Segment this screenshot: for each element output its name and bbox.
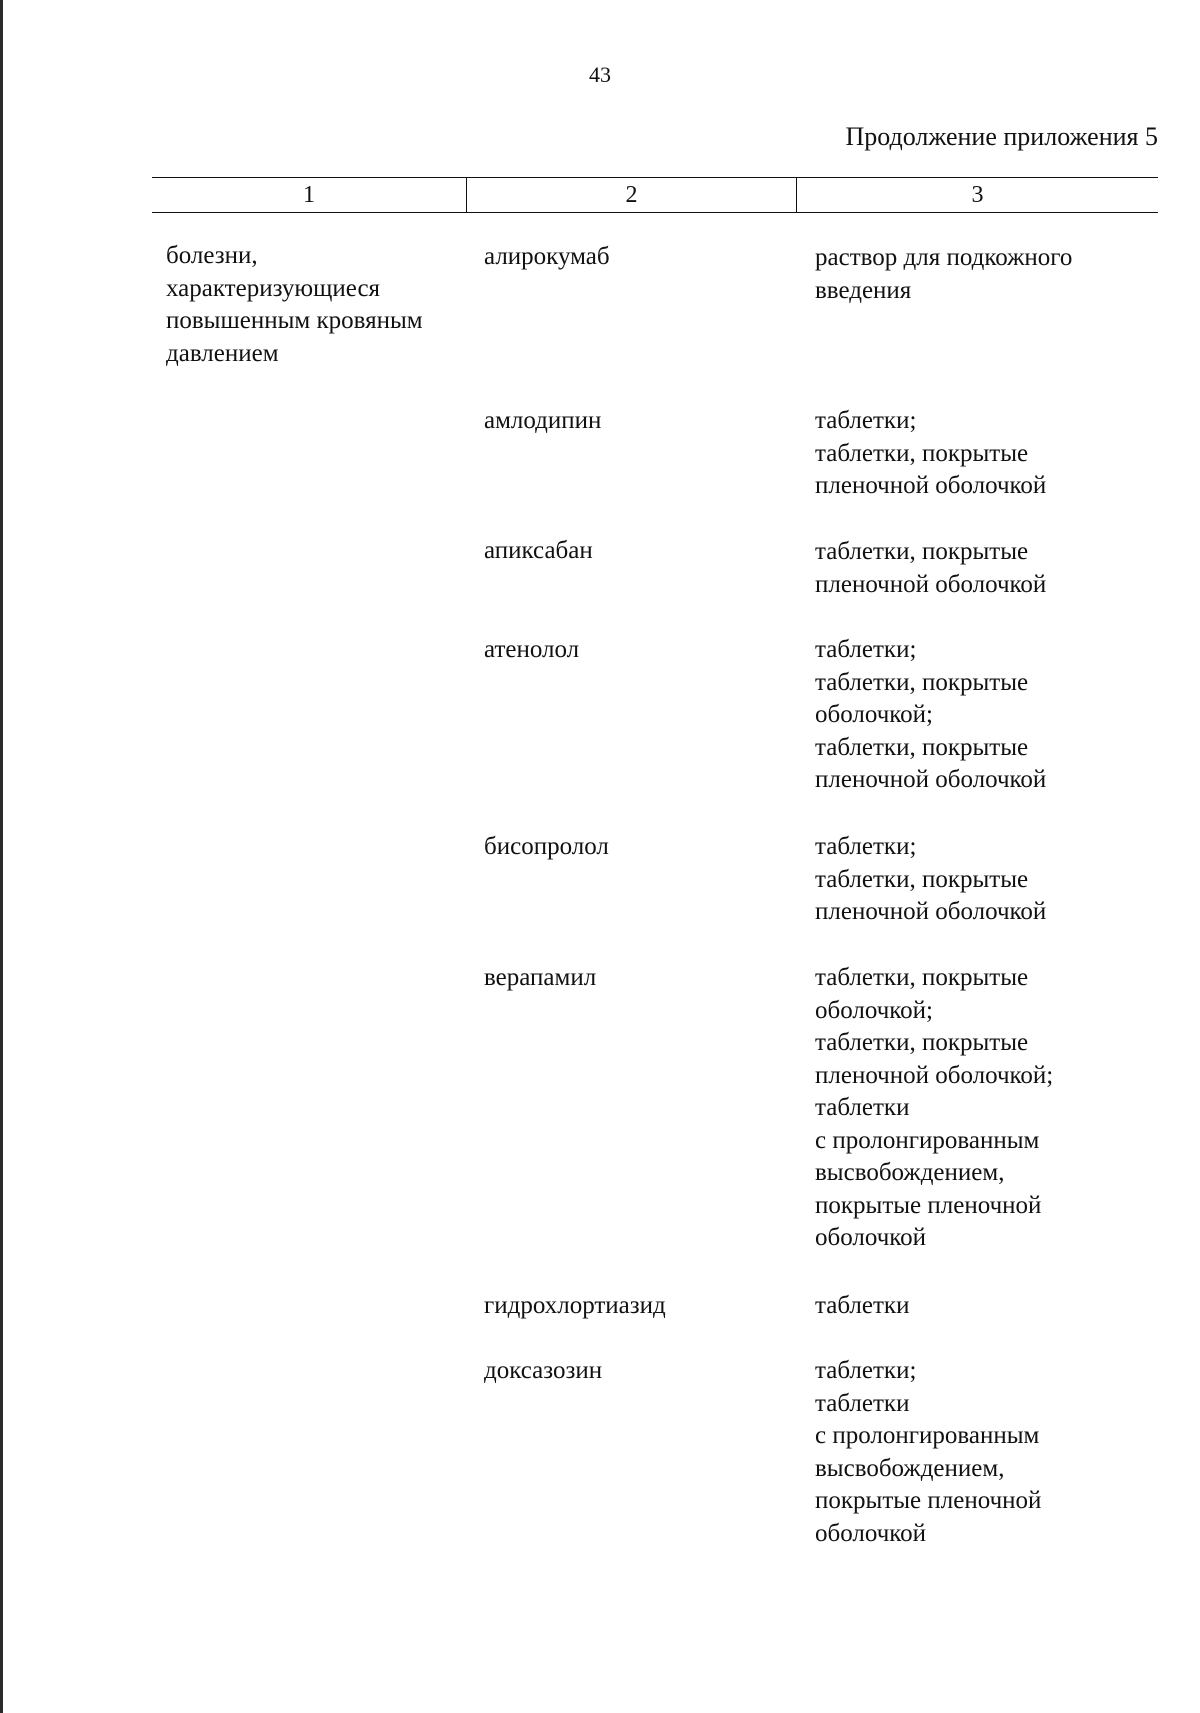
form-line: высвобождением,: [815, 1159, 1005, 1186]
dosage-form: [815, 242, 1155, 307]
form-line: таблетки, покрытые: [815, 865, 1029, 893]
dosage-form: [815, 634, 1155, 797]
dosage-form: [815, 962, 1155, 1255]
dosage-form: [815, 405, 1155, 503]
form-line: пленочной оболочкой: [815, 472, 1047, 499]
drug-name: алирокумаб: [484, 243, 610, 270]
form-line: таблетки, покрытые: [815, 538, 1029, 565]
form-line: оболочкой;: [815, 701, 933, 728]
drug-name: доксазозин: [484, 1357, 603, 1384]
form-line: покрытые пленочной: [815, 1191, 1042, 1219]
form-line: таблетки;: [815, 1357, 917, 1384]
category-line: характеризующиеся: [166, 274, 381, 302]
form-line: с пролонгированным: [815, 1422, 1040, 1449]
page-number: 43: [589, 62, 611, 87]
form-line: оболочкой: [815, 1519, 927, 1547]
dosage-form: [815, 1355, 1155, 1550]
drug-name: атенолол: [484, 636, 580, 663]
category-line: повышенным кровяным: [166, 307, 423, 334]
form-line: с пролонгированным: [815, 1126, 1040, 1154]
form-line: таблетки, покрытые: [815, 1029, 1029, 1056]
form-line: оболочкой: [815, 1224, 927, 1251]
table-header: [152, 177, 1158, 213]
header-col-2: 2: [467, 178, 797, 212]
form-line: пленочной оболочкой: [815, 898, 1047, 925]
form-line: таблетки, покрытые: [815, 964, 1029, 991]
form-line: таблетки;: [815, 636, 917, 663]
header-col-3: 3: [971, 182, 984, 208]
form-line: таблетки, покрытые: [815, 668, 1029, 696]
form-line: таблетки;: [815, 833, 917, 860]
disease-category: [166, 240, 466, 370]
dosage-form: [815, 831, 1155, 929]
header-col-1: 1: [152, 178, 467, 212]
form-line: таблетки: [815, 1389, 910, 1417]
category-line: болезни,: [166, 242, 258, 269]
form-line: пленочной оболочкой: [815, 570, 1047, 598]
category-line: давлением: [166, 339, 279, 367]
form-line: оболочкой;: [815, 996, 933, 1024]
drug-name: верапамил: [484, 964, 597, 991]
form-line: раствор для подкожного: [815, 244, 1073, 271]
drug-name: бисопролол: [484, 833, 609, 860]
form-line: высвобождением,: [815, 1454, 1005, 1482]
form-line: таблетки: [815, 1094, 910, 1121]
form-line: таблетки;: [815, 407, 917, 434]
form-line: покрытые пленочной: [815, 1487, 1042, 1514]
form-line: введения: [815, 276, 912, 304]
form-line: таблетки, покрытые: [815, 733, 1029, 761]
drug-name: гидрохлортиазид: [484, 1292, 666, 1319]
drug-name: амлодипин: [484, 407, 602, 434]
dosage-form: [815, 1290, 1155, 1323]
dosage-form: [815, 536, 1155, 601]
form-line: пленочной оболочкой: [815, 766, 1047, 793]
drug-name: апиксабан: [484, 537, 593, 564]
form-line: таблетки: [815, 1292, 910, 1319]
scan-edge: [0, 0, 3, 1713]
form-line: таблетки, покрытые: [815, 439, 1029, 467]
continuation-label: Продолжение приложения 5: [845, 122, 1158, 151]
form-line: пленочной оболочкой;: [815, 1061, 1054, 1089]
